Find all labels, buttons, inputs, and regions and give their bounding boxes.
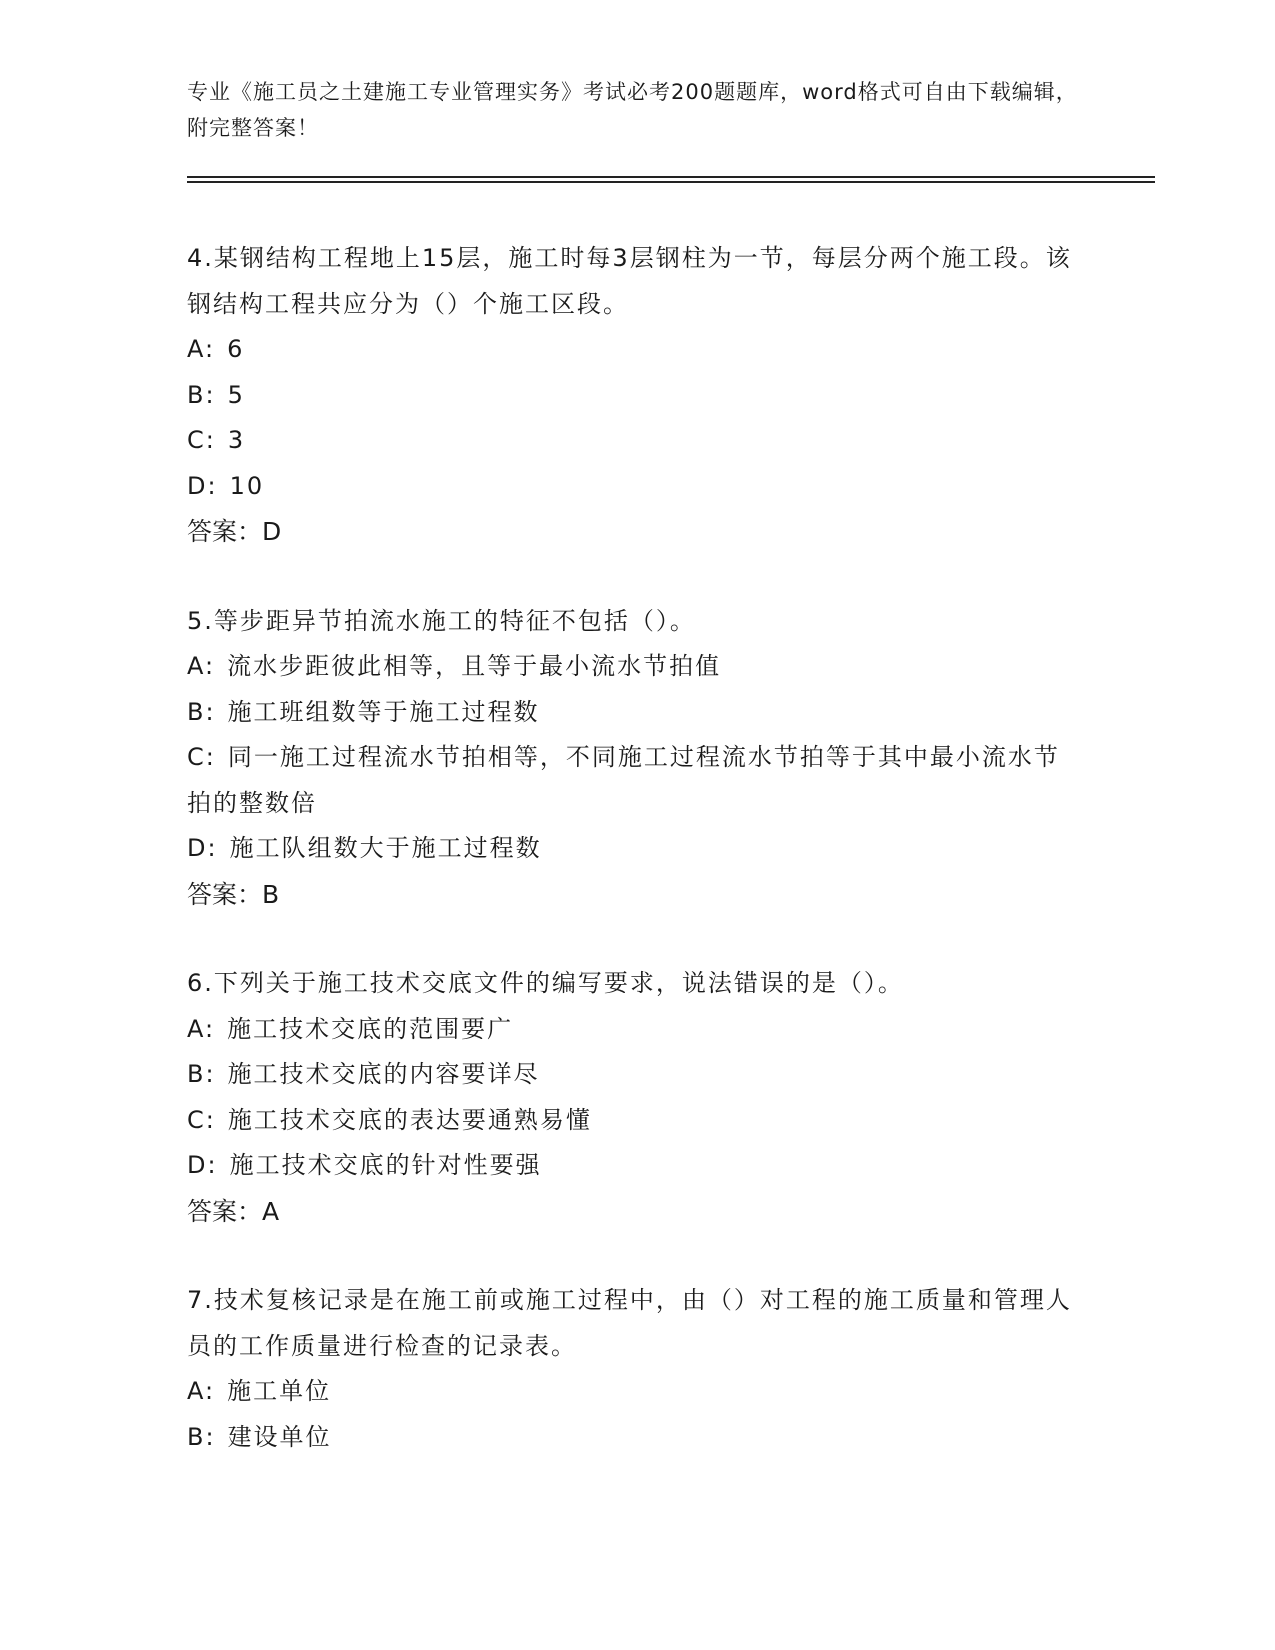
- question-7: [187, 1278, 1087, 1460]
- question-stem: 6.下列关于施工技术交底文件的编写要求，说法错误的是（）。: [187, 969, 904, 997]
- option-label: B:: [187, 697, 216, 726]
- header-divider-top: [187, 176, 1155, 178]
- answer-line: 答案：D: [187, 517, 282, 546]
- option-label: B:: [187, 1422, 216, 1451]
- option-a: [187, 1007, 1087, 1053]
- option-b: [187, 690, 1087, 736]
- option-a: [187, 327, 1087, 373]
- question-stem: 5.等步距异节拍流水施工的特征不包括（）。: [187, 606, 696, 635]
- option-label: B:: [187, 380, 216, 409]
- option-text: 施工技术交底的针对性要强: [229, 1151, 542, 1179]
- option-text: 施工班组数等于施工过程数: [227, 697, 540, 726]
- question-stem: 7.技术复核记录是在施工前或施工过程中，由（）对工程的施工质量和管理人员的工作质量进行检查的记录表。: [187, 1286, 1072, 1360]
- option-c: [187, 735, 1077, 826]
- option-a: [187, 1369, 1087, 1415]
- question-6: [187, 961, 1087, 1234]
- option-d: [187, 826, 1087, 872]
- option-label: A:: [187, 335, 216, 363]
- option-text: 施工队组数大于施工过程数: [229, 834, 542, 862]
- header-divider-bottom: [187, 181, 1155, 183]
- option-text: 施工单位: [227, 1377, 332, 1405]
- option-d: [187, 464, 1087, 510]
- option-text: 10: [229, 471, 265, 500]
- option-d: [187, 1143, 1087, 1189]
- option-label: A:: [187, 1014, 216, 1043]
- option-label: C:: [187, 743, 216, 771]
- option-b: [187, 373, 1087, 419]
- option-label: A:: [187, 1377, 216, 1405]
- option-text: 同一施工过程流水节拍相等，不同施工过程流水节拍等于其中最小流水节拍的整数倍: [187, 743, 1060, 817]
- option-label: A:: [187, 652, 216, 680]
- option-c: [187, 418, 1087, 464]
- option-text: 施工技术交底的内容要详尽: [227, 1060, 540, 1088]
- option-text: 3: [227, 426, 246, 454]
- option-b: [187, 1415, 1087, 1461]
- option-a: [187, 644, 1087, 690]
- option-b: [187, 1052, 1087, 1098]
- document-header: 专业《施工员之土建施工专业管理实务》考试必考200题题库，word格式可自由下载编辑，附完整答案！: [187, 80, 1078, 140]
- option-label: B:: [187, 1060, 216, 1088]
- option-label: C:: [187, 426, 216, 454]
- option-text: 施工技术交底的表达要通熟易懂: [227, 1105, 592, 1134]
- question-5: [187, 599, 1087, 918]
- option-text: 建设单位: [227, 1422, 332, 1451]
- answer-line: 答案：B: [187, 879, 280, 909]
- option-text: 施工技术交底的范围要广: [227, 1014, 514, 1043]
- option-label: C:: [187, 1105, 216, 1134]
- option-text: 6: [227, 335, 245, 363]
- answer-line: 答案：A: [187, 1196, 280, 1226]
- option-label: D:: [187, 834, 218, 862]
- option-c: [187, 1098, 1087, 1144]
- question-stem: 4.某钢结构工程地上15层，施工时每3层钢柱为一节，每层分两个施工段。该钢结构工程共应分为（）个施工区段。: [187, 244, 1072, 318]
- option-label: D:: [187, 471, 218, 500]
- option-text: 5: [227, 380, 245, 409]
- option-label: D:: [187, 1151, 218, 1179]
- option-text: 流水步距彼此相等，且等于最小流水节拍值: [227, 652, 722, 680]
- question-list: [187, 236, 1087, 1504]
- question-4: [187, 236, 1087, 555]
